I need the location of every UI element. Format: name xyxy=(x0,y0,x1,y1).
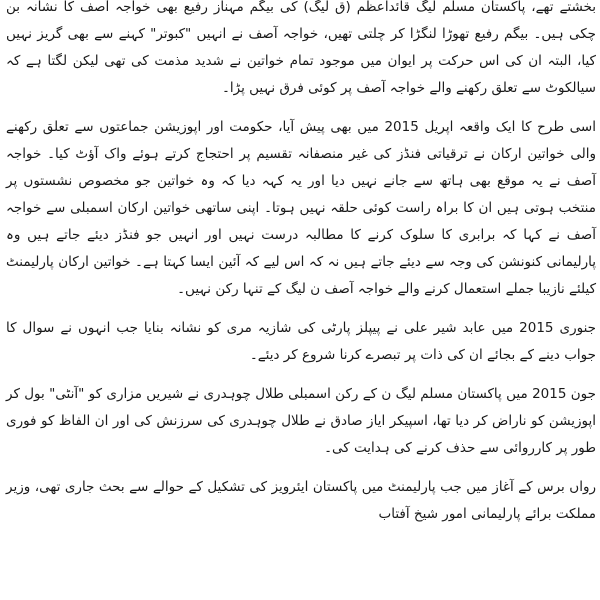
article-paragraph-5: رواں برس کے آغاز میں جب پارلیمنٹ میں پاکستان ایئرویز کی تشکیل کے حوالے سے بحث جاری تھی، وزیر مملکت برائے پارلیمانی امور شیخ آفتاب xyxy=(6,479,596,522)
article-paragraph-1: بخشتے تھے، پاکستان مسلم لیگ قائداعظم (ق لیگ) کی بیگم مہناز رفیع بھی خواجہ آصف کا نشانہ بن چکی ہیں۔ بیگم رفیع تھوڑا لنگڑا کر چلتی تھیں، خواجہ آصف نے انہیں "کبوتر" کہنے سے بھی گریز نہیں کیا، البتہ ان کی اس حرکت پر ایوان میں موجود تمام خواتین نے شدید مذمت کی تھی لیکن لگتا ہے کہ سیالکوٹ سے تعلق رکھنے والے خواجہ آصف پر کوئی فرق نہیں پڑا۔ xyxy=(6,0,596,96)
article-paragraph-4: جون 2015 میں پاکستان مسلم لیگ ن کے رکن اسمبلی طلال چوہدری نے شیریں مزاری کو "آنٹی" بول کر اپوزیشن کو ناراض کر دیا تھا، اسپیکر ایاز صادق نے طلال چوہدری کی سرزنش کی اور ان الفاظ کو فوری طور پر کارروائی سے حذف کرنے کی ہدایت کی۔ xyxy=(6,386,596,456)
article-paragraph-3: جنوری 2015 میں عابد شیر علی نے پیپلز پارٹی کی شازیہ مری کو نشانہ بنایا جب انہوں نے سوال کا جواب دینے کے بجائے ان کی ذات پر تبصرے کرنا شروع کر دیئے۔ xyxy=(6,320,596,363)
article-paragraph-2: اسی طرح کا ایک واقعہ اپریل 2015 میں بھی پیش آیا، حکومت اور اپوزیشن جماعتوں سے تعلق رکھنے والی خواتین ارکان نے ترقیاتی فنڈز کی غیر منصفانہ تقسیم پر احتجاج کرتے ہوئے واک آؤٹ کیا۔ خواجہ آصف نے یہ موقع بھی ہاتھ سے جانے نہیں دیا اور یہ کہہ دیا کہ وہ خواتین جو مخصوص نشستوں پر منتخب ہوتی ہیں ان کا براہ راست کوئی حلقہ نہیں ہوتا۔ اپنی ساتھی خواتین ارکان اسمبلی سے خواجہ آصف نے کہا کہ برابری کا سلوک کرنے کا مطالبہ درست نہیں اور انہیں جو فنڈز دیئے جاتے ہیں وہ پارلیمانی کنونشن کی وجہ سے دیئے جاتے ہیں نہ کہ اس لیے کہ آئین ایسا کہتا ہے۔ خواتین ارکان پارلیمنٹ کیلئے نازیبا جملے استعمال کرنے والے خواجہ آصف ن لیگ کے تنہا رکن نہیں۔ xyxy=(6,119,596,297)
